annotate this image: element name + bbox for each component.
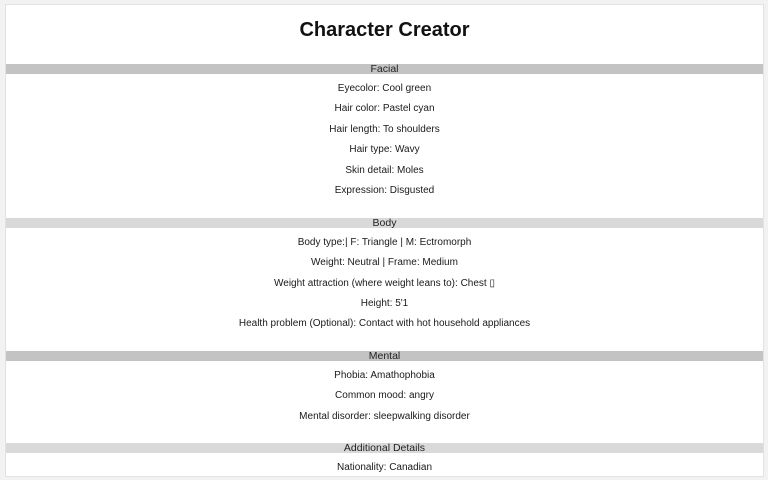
body-weight-attraction: Weight attraction (where weight leans to): Chest ▯ [274, 278, 495, 289]
facial-hair-type: Hair type: Wavy [349, 144, 420, 155]
page-title: Character Creator [299, 19, 470, 41]
character-card [5, 4, 764, 477]
facial-expression: Expression: Disgusted [334, 185, 435, 196]
section-header-mental: Mental [6, 351, 763, 361]
mental-common-mood: Common mood: angry [335, 390, 434, 401]
facial-hair-color: Hair color: Pastel cyan [334, 103, 435, 114]
body-weight-frame: Weight: Neutral | Frame: Medium [311, 257, 458, 268]
body-height: Height: 5'1 [360, 298, 409, 309]
mental-phobia: Phobia: Amathophobia [334, 370, 435, 381]
section-header-facial: Facial [6, 64, 763, 74]
body-type: Body type:| F: Triangle | M: Ectromorph [297, 237, 472, 248]
facial-eyecolor: Eyecolor: Cool green [337, 83, 432, 94]
mental-disorder: Mental disorder: sleepwalking disorder [299, 411, 470, 422]
body-health-problem: Health problem (Optional): Contact with hot household appliances [238, 318, 531, 329]
section-header-body: Body [6, 218, 763, 228]
section-header-additional-details: Additional Details [6, 443, 763, 453]
facial-hair-length: Hair length: To shoulders [329, 124, 440, 135]
additional-nationality: Nationality: Canadian [336, 462, 433, 473]
facial-skin-detail: Skin detail: Moles [345, 165, 424, 176]
